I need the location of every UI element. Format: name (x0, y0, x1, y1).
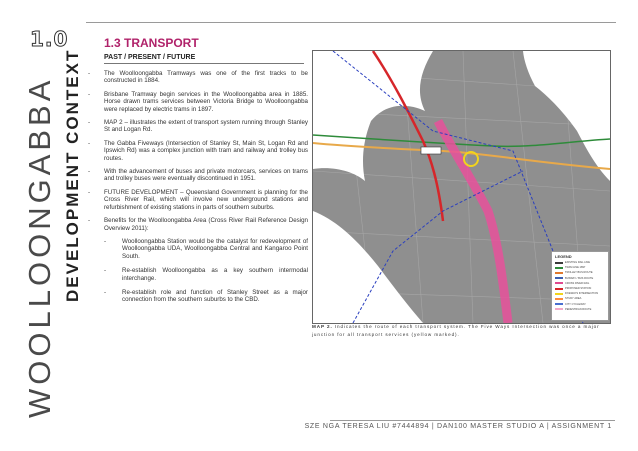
suburb-title-text: WOOLLOONGABBA (22, 76, 57, 418)
sub-bullet-item (104, 267, 308, 282)
legend-label: TRAM LINE 1897 (565, 266, 586, 270)
context-title-text: DEVELOPMENT CONTEXT (63, 48, 82, 302)
caption-body: Indicates the route of each transport system. The Five Ways Intersection was once a major junction for all transport services (yellow marked). (312, 324, 600, 337)
section-number: 1.0 (30, 27, 69, 51)
legend-swatch (555, 298, 563, 300)
bullet-item (88, 217, 308, 304)
legend-label: TROLLEY BUS ROUTE (565, 271, 593, 275)
bullet-text: The Gabba Fiveways (Intersection of Stanley St, Main St, Logan Rd and Ipswich Rd) was a complex junction with tram and railway and trolley bus routes. (104, 139, 308, 162)
sub-bullet-item (104, 238, 308, 260)
bullet-item (88, 168, 308, 183)
bullet-item (88, 119, 308, 134)
sub-bullet-list (104, 238, 308, 304)
station-marker (421, 147, 441, 154)
bullet-item (88, 70, 308, 85)
caption-lead: MAP 2. (312, 324, 335, 329)
legend-swatch (555, 282, 563, 284)
bullet-text: FUTURE DEVELOPMENT – Queensland Government is planning for the Cross River Rail, which will involve new underground stations and refurbishment of existing stations in parts of southern suburbs. (104, 188, 308, 211)
sub-title-rule (104, 63, 304, 64)
legend-swatch (555, 267, 563, 269)
footer-credits: SZE NGA TERESA LIU #7444894 | DAN100 MASTER STUDIO A | ASSIGNMENT 1 (304, 423, 612, 430)
legend-item (555, 307, 608, 312)
legend-label: EXISTING RAIL LINE (565, 261, 590, 265)
sub-bullet-text: Re-establish role and function of Stanley Street as a major connection from the southern suburbs to the CBD. (122, 288, 308, 304)
legend-title: LEGEND (555, 254, 572, 259)
legend-swatch (555, 272, 563, 274)
sub-bullet-item (104, 289, 308, 304)
sub-title: PAST / PRESENT / FUTURE (104, 54, 196, 61)
bullet-list (88, 70, 308, 311)
bullet-marker: - (104, 237, 107, 245)
bullet-text: The Woolloongabba Tramways was one of the first tracks to be constructed in 1884. (104, 70, 308, 85)
bullet-marker: - (104, 267, 107, 275)
bullet-marker: - (88, 188, 91, 196)
sub-bullet-text: Re-establish Woolloongabba as a key southern intermodal interchange. (122, 267, 308, 282)
legend-swatch (555, 288, 563, 290)
bullet-marker: - (88, 90, 91, 98)
legend-swatch (555, 277, 563, 279)
legend-swatch (555, 308, 563, 310)
top-rule (86, 22, 616, 23)
legend-label: PROPOSED STATION (565, 287, 592, 291)
section-title: 1.3 TRANSPORT (104, 36, 199, 50)
map-legend (551, 251, 609, 321)
legend-swatch (555, 303, 563, 305)
legend-label: FIVEWAYS INTERSECTION (565, 292, 599, 296)
bullet-marker: - (88, 168, 91, 176)
transport-map (312, 50, 611, 324)
legend-swatch (555, 293, 563, 295)
map-caption (312, 323, 612, 339)
bullet-item (88, 91, 308, 113)
legend-label: CITY CYCLEWAY (565, 302, 586, 306)
legend-label: STUDY AREA (565, 297, 582, 301)
sub-bullet-text: Woolloongabba Station would be the catalyst for redevelopment of Woolloongabba UDA, Woolloongabba Central and Kangaroo Point South. (122, 237, 308, 260)
bullet-marker: - (88, 119, 91, 127)
bullet-marker: - (88, 217, 91, 225)
bullet-text: With the advancement of buses and private motorcars, services on trams and trolley buses were eventually discontinued in 1951. (104, 168, 308, 183)
legend-label: CROSS RIVER RAIL (565, 281, 590, 285)
bullet-text: Brisbane Tramway begin services in the Woolloongabba area in 1885. Horse drawn trams services between Victoria Bridge to Woolloongabba were replaced by electric trams in 1897. (104, 90, 308, 113)
bullet-marker: - (88, 139, 91, 147)
bottom-rule (330, 420, 615, 421)
legend-swatch (555, 262, 563, 264)
bullet-text: Benefits for the Woolloongabba Area (Cross River Rail Reference Design Overview 2011): (104, 217, 308, 232)
bullet-item (88, 140, 308, 162)
bullet-item (88, 189, 308, 211)
legend-label: PEDESTRIAN ROUTE (565, 307, 592, 311)
suburb-title-vertical (0, 0, 57, 451)
bullet-text: MAP 2 – illustrates the extent of transport system running through Stanley St and Logan Rd. (104, 119, 308, 134)
bullet-marker: - (104, 288, 107, 296)
legend-label: BUSWAY / BUS ROUTE (565, 276, 594, 280)
bullet-marker: - (88, 70, 91, 77)
